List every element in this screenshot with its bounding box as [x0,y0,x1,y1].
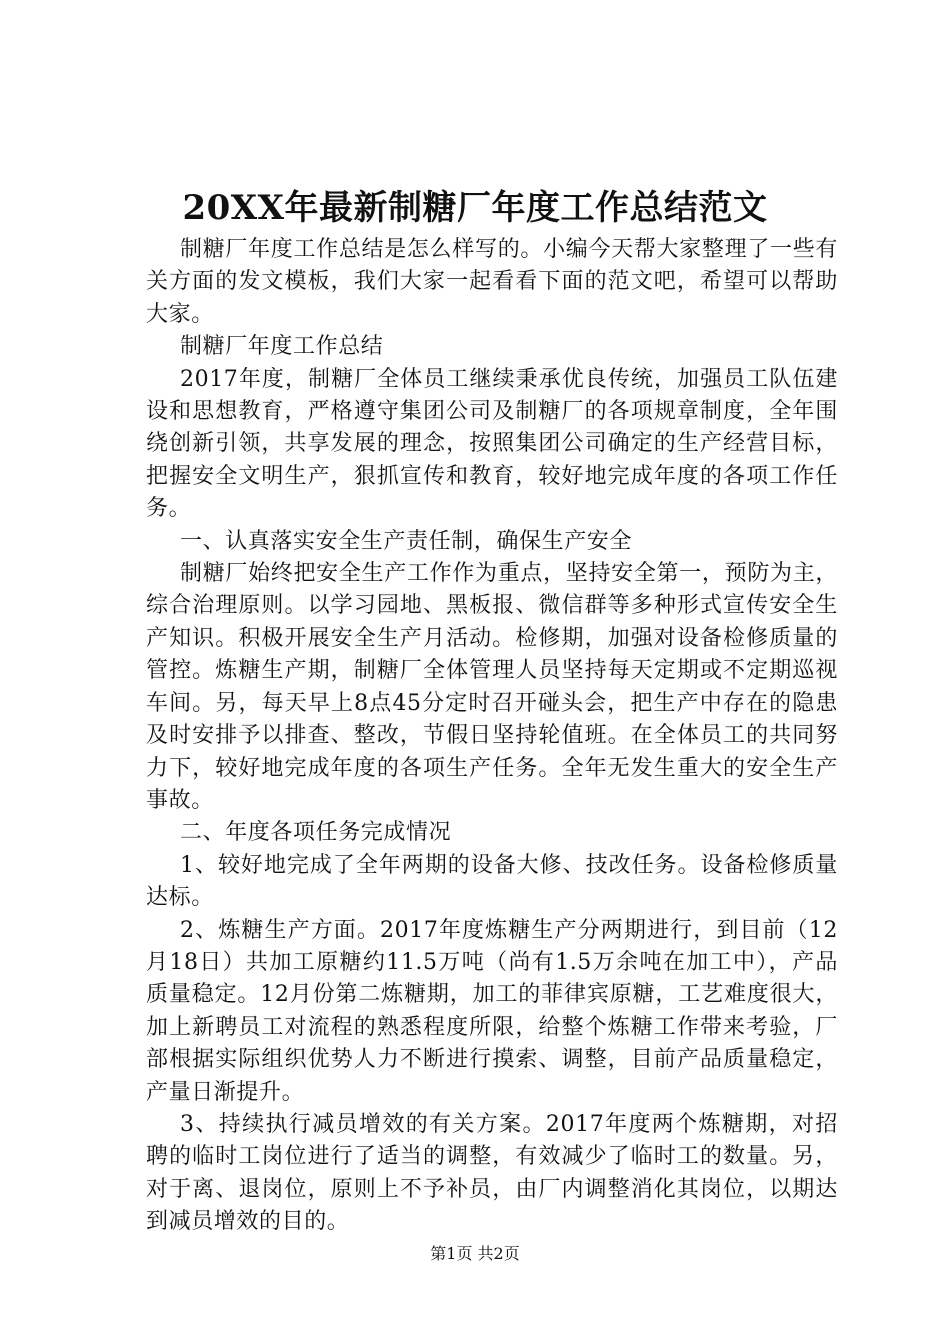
intro-paragraph: 制糖厂年度工作总结是怎么样写的。小编今天帮大家整理了一些有关方面的发文模板，我们大家一起看看下面的范文吧，希望可以帮助大家。 [146,237,838,327]
task-item-3: 3、持续执行减员增效的有关方案。2017年度两个炼糖期，对招聘的临时工岗位进行了适当的调整，有效减少了临时工的数量。另，对于离、退岗位，原则上不予补员，由厂内调整消化其岗位，以期达到减员增效的目的。 [146,1111,838,1235]
document-title: 20XX年最新制糖厂年度工作总结范文 [182,188,768,228]
section-heading-safety: 一、认真落实安全生产责任制，确保生产安全 [180,528,633,554]
page-number-footer: 第1页 共2页 [430,1244,520,1263]
section-heading-summary: 制糖厂年度工作总结 [180,334,384,360]
task-item-1: 1、较好地完成了全年两期的设备大修、技改任务。设备检修质量达标。 [146,852,838,911]
overview-paragraph: 2017年度，制糖厂全体员工继续秉承优良传统，加强员工队伍建设和思想教育，严格遵守集团公司及制糖厂的各项规章制度，全年围绕创新引领，共享发展的理念，按照集团公司确定的生产经营目标，把握安全文明生产，狠抓宣传和教育，较好地完成年度的各项工作任务。 [146,366,838,522]
task-item-2: 2、炼糖生产方面。2017年度炼糖生产分两期进行，到目前（12月18日）共加工原糖约11.5万吨（尚有1.5万余吨在加工中），产品质量稳定。12月份第二炼糖期，加工的菲律宾原糖，工艺难度很大，加上新聘员工对流程的熟悉程度所限，给整个炼糖工作带来考验，厂部根据实际组织优势人力不断进行摸索、调整，目前产品质量稳定，产量日渐提升。 [146,917,838,1105]
section-heading-tasks: 二、年度各项任务完成情况 [180,820,452,846]
document-body [146,234,838,1239]
safety-paragraph: 制糖厂始终把安全生产工作作为重点，坚持安全第一，预防为主，综合治理原则。以学习园地、黑板报、微信群等多种形式宣传安全生产知识。积极开展安全生产月活动。检修期，加强对设备检修质量的管控。炼糖生产期，制糖厂全体管理人员坚持每天定期或不定期巡视车间。另，每天早上8点45分定时召开碰头会，把生产中存在的隐患及时安排予以排查、整改，节假日坚持轮值班。在全体员工的共同努力下，较好地完成年度的各项生产任务。全年无发生重大的安全生产事故。 [146,561,838,813]
